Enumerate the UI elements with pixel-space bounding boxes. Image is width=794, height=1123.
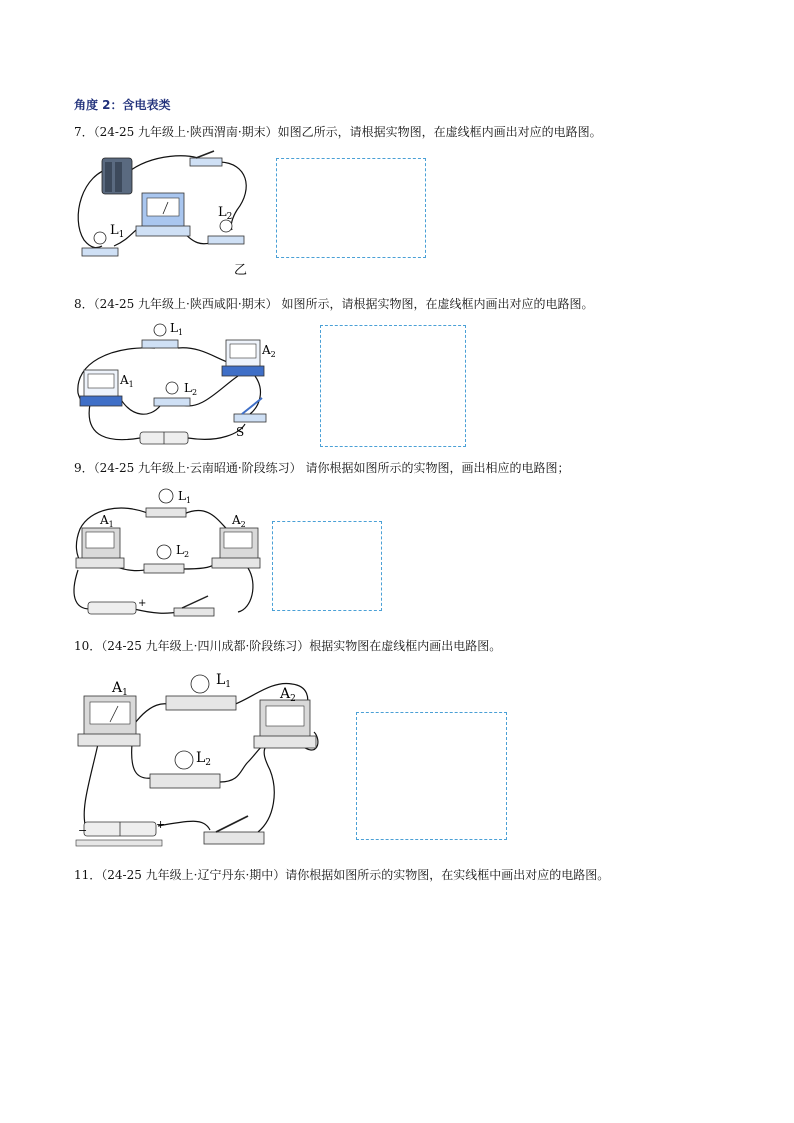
- answer-box-q8[interactable]: [320, 325, 466, 447]
- answer-box-q10[interactable]: [356, 712, 507, 840]
- question-11: 11．（24-25 九年级上·辽宁丹东·期中）请你根据如图所示的实物图，在实线框中画出对应的电路图。: [74, 868, 610, 882]
- switch: [174, 608, 214, 616]
- label-l1: $L_1$: [216, 672, 232, 690]
- figure-q7: [72, 148, 262, 276]
- label-s: S: [236, 425, 245, 439]
- bulb-l2-base: [154, 398, 190, 406]
- label-a2: $A_2$: [280, 686, 296, 704]
- label-l1: $L_1$: [178, 489, 192, 505]
- label-l1: $L_1$: [170, 321, 184, 337]
- figure-q8: [70, 318, 282, 450]
- label-a2: $A_2$: [262, 343, 276, 359]
- bulb-l1: [154, 324, 166, 336]
- question-9: 9．（24-25 九年级上·云南昭通·阶段练习） 请你根据如图所示的实物图，画出相应的电路图；: [74, 461, 570, 475]
- bulb-l2-base: [150, 774, 220, 788]
- battery-plus: +: [156, 818, 166, 831]
- figure-q9: [70, 484, 266, 624]
- battery: [88, 602, 136, 614]
- bulb-l2: [157, 545, 171, 559]
- label-l2: $L_2$: [218, 205, 233, 222]
- bulb-l1-base: [166, 696, 236, 710]
- label-a1: $A_1$: [100, 513, 114, 529]
- bulb-l2-base: [144, 564, 184, 573]
- section-title: 角度 2：含电表类: [74, 98, 171, 112]
- label-a2: $A_2$: [232, 513, 246, 529]
- label-l2: $L_2$: [196, 750, 212, 768]
- label-l2: $L_2$: [176, 543, 190, 559]
- bulb-l1-base: [82, 248, 118, 256]
- bulb-l2: [175, 751, 193, 769]
- battery-minus: −: [78, 824, 88, 837]
- bulb-l1: [191, 675, 209, 693]
- battery-plus: +: [138, 598, 147, 609]
- switch: [190, 158, 222, 166]
- answer-box-q9[interactable]: [272, 521, 382, 611]
- figure-caption: 乙: [234, 263, 248, 276]
- question-7: 7．（24-25 九年级上·陕西渭南·期末）如图乙所示，请根据实物图，在虚线框内画出对应的电路图。: [74, 125, 602, 139]
- answer-box-q7[interactable]: [276, 158, 426, 258]
- bulb-l1: [94, 232, 106, 244]
- bulb-l1-base: [142, 340, 178, 348]
- switch: [204, 832, 264, 844]
- bulb-l2: [166, 382, 178, 394]
- question-8: 8．（24-25 九年级上·陕西咸阳·期末） 如图所示，请根据实物图，在虚线框内画出对应的电路图。: [74, 297, 594, 311]
- bulb-l1: [159, 489, 173, 503]
- label-l2: $L_2$: [184, 381, 198, 397]
- bulb-l1-base: [146, 508, 186, 517]
- label-a1: $A_1$: [112, 680, 128, 698]
- question-10: 10．（24-25 九年级上·四川成都·阶段练习）根据实物图在虚线框内画出电路图。: [74, 639, 502, 653]
- figure-q10: [70, 670, 332, 860]
- label-l1: $L_1$: [110, 223, 125, 240]
- label-a1: $A_1$: [120, 373, 134, 389]
- switch-s: [234, 414, 266, 422]
- bulb-l2-base: [208, 236, 244, 244]
